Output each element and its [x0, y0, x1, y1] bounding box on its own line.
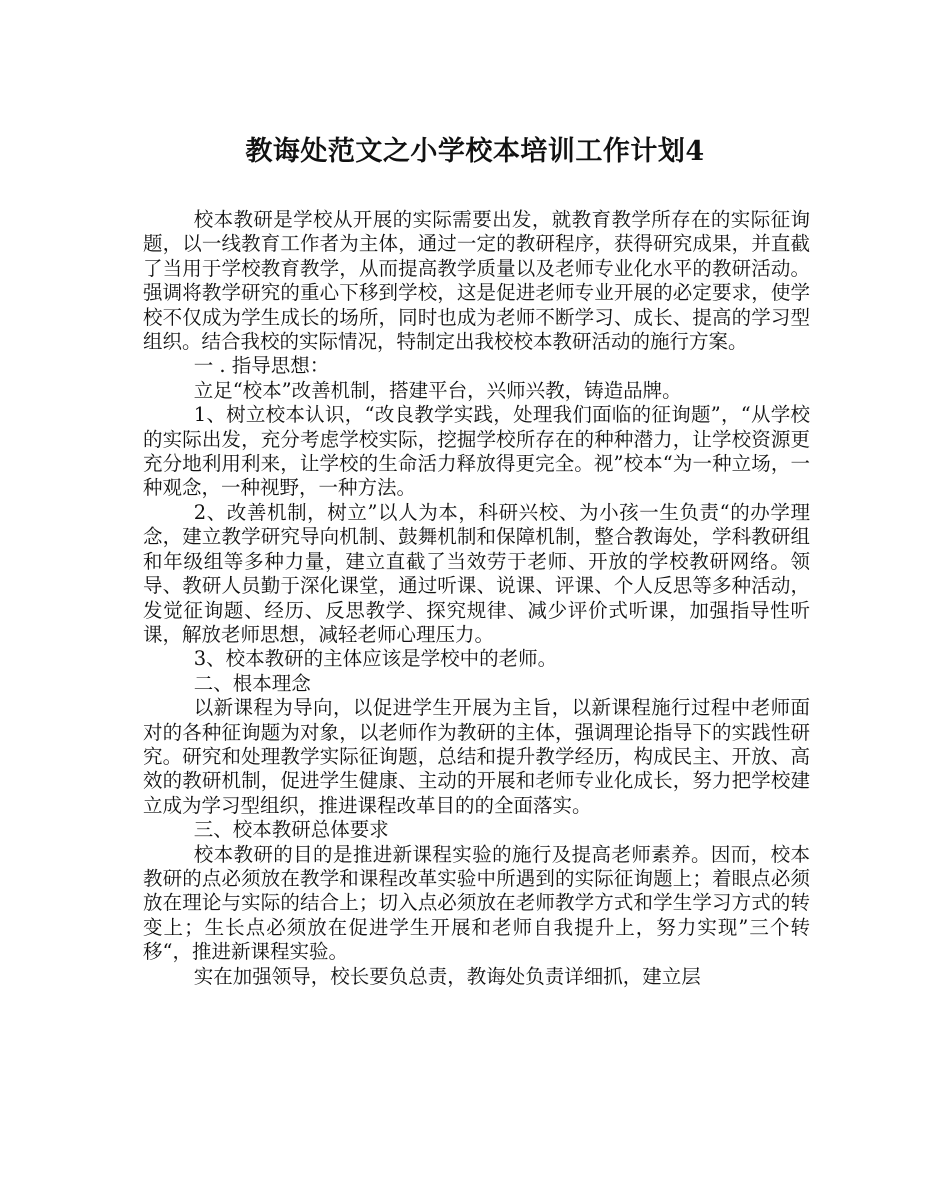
document-body — [143, 208, 810, 989]
paragraph-leadership: 实在加强领导，校长要负总责，教诲处负责详细抓，建立层 — [193, 964, 701, 988]
heading-guiding-ideology: 一 . 指导思想： — [193, 354, 330, 378]
paragraph-basic-concept: 以新课程为导向，以促进学生开展为主旨，以新课程施行过程中老师面对的各种征询题为对象，以老师作为教研的主体，强调理论指导下的实践性研究。研究和处理教学实际征询题，总结和提升教学经历，构成民主、开放、高效的教研机制，促进学生健康、主动的开展和老师专业化成长，努力把学校建立成为学习型组织，推进课程改革目的的全面落实。 — [143, 696, 810, 817]
paragraph-point-1: 1、树立校本认识，“改良教学实践，处理我们面临的征询题”，“从学校的实际出发，充分考虑学校实际，挖掘学校所存在的种种潜力，让学校资源更充分地利用利来，让学校的生命活力释放得更完全。视”校本“为一种立场，一种观念，一种视野，一种方法。 — [143, 403, 810, 500]
paragraph-guiding-summary: 立足“校本”改善机制，搭建平台，兴师兴教，铸造品牌。 — [193, 378, 682, 402]
heading-basic-concept: 二、根本理念 — [193, 671, 311, 695]
paragraph-point-2: 2、改善机制，树立”以人为本，科研兴校、为小孩一生负责“的办学理念，建立教学研究导向机制、鼓舞机制和保障机制，整合教诲处，学科教研组和年级组等多种力量，建立直截了当效劳于老师、开放的学校教研网络。领导、教研人员勤于深化课堂，通过听课、说课、评课、个人反思等多种活动，发觉征询题、经历、反思教学、探究规律、减少评价式听课，加强指导性听课，解放老师思想，减轻老师心理压力。 — [143, 500, 810, 646]
heading-overall-requirements: 三、校本教研总体要求 — [193, 818, 389, 842]
paragraph-overall-requirements: 校本教研的目的是推进新课程实验的施行及提高老师素养。因而，校本教研的点必须放在教学和课程改革实验中所遇到的实际征询题上；着眼点必须放在理论与实际的结合上；切入点必须放在老师教学方式和学生学习方式的转变上；生长点必须放在促进学生开展和老师自我提升上，努力实现”三个转移“，推进新课程实验。 — [143, 842, 810, 964]
document-title: 教诲处范文之小学校本培训工作计划4 — [245, 136, 705, 167]
paragraph-intro: 校本教研是学校从开展的实际需要出发，就教育教学所存在的实际征询题，以一线教育工作者为主体，通过一定的教研程序，获得研究成果，并直截了当用于学校教育教学，从而提高教学质量以及老师专业化水平的教研活动。强调将教学研究的重心下移到学校，这是促进老师专业开展的必定要求，使学校不仅成为学生成长的场所，同时也成为老师不断学习、成长、提高的学习型组织。结合我校的实际情况，特制定出我校校本教研活动的施行方案。 — [143, 208, 810, 354]
paragraph-point-3: 3、校本教研的主体应该是学校中的老师。 — [193, 647, 558, 671]
